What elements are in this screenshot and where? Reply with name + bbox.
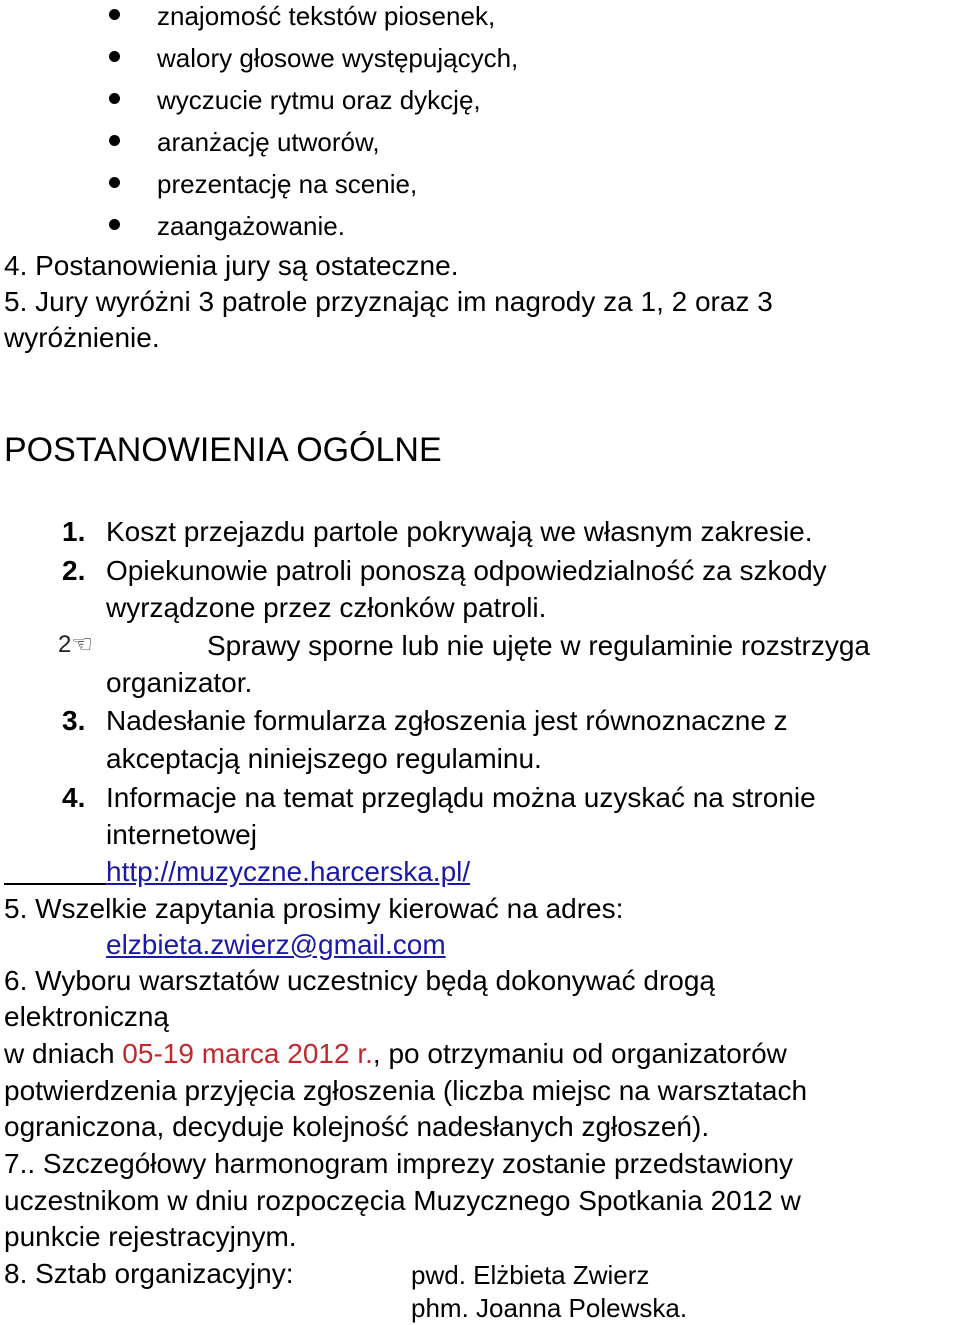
general-item-2-cont: wyrządzone przez członków patroli. — [106, 592, 547, 623]
bullet-icon — [109, 135, 120, 146]
schedule-item-cont: uczestnikom w dniu rozpoczęcia Muzycznego Spotkania 2012 w — [4, 1185, 801, 1216]
workshop-item: 6. Wyboru warsztatów uczestnicy będą dokonywać drogą — [4, 965, 715, 996]
list-item: prezentację na scenie, — [157, 169, 418, 199]
bullet-icon — [109, 51, 120, 62]
list-item: zaangażowanie. — [157, 211, 345, 241]
dates-suffix: , po otrzymaniu od organizatorów — [372, 1038, 787, 1069]
staff-member: phm. Joanna Polewska. — [411, 1293, 688, 1323]
general-item-4: Informacje na temat przeglądu można uzyskać na stronie — [106, 782, 816, 813]
section-heading: POSTANOWIENIA OGÓLNE — [4, 431, 442, 469]
dates-highlight: 05-19 marca 2012 r. — [122, 1038, 373, 1069]
list-item: znajomość tekstów piosenek, — [157, 1, 496, 31]
schedule-item: 7.. Szczegółowy harmonogram imprezy zostanie przedstawiony — [4, 1148, 794, 1179]
general-item-1: Koszt przejazdu partole pokrywają we własnym zakresie. — [106, 516, 813, 547]
item-number: 3. — [62, 705, 86, 736]
staff-member: pwd. Elżbieta Zwierz — [411, 1260, 650, 1290]
contact-item: 5. Wszelkie zapytania prosimy kierować na adres: — [4, 893, 624, 924]
workshop-item-cont: elektroniczną — [4, 1001, 169, 1032]
item-number: 2. — [62, 555, 86, 586]
staff-label: 8. Sztab organizacyjny: — [4, 1258, 294, 1289]
broken-glyph-icon: 2☜ — [58, 631, 93, 658]
link-underline — [4, 883, 106, 885]
general-item-3-cont: akceptacją niniejszego regulaminu. — [106, 743, 542, 774]
jury-item-4: 4. Postanowienia jury są ostateczne. — [4, 250, 459, 281]
website-link[interactable]: http://muzyczne.harcerska.pl/ — [106, 856, 471, 887]
schedule-item-cont: punkcie rejestracyjnym. — [4, 1221, 297, 1252]
general-item-disputes-cont: organizator. — [106, 667, 253, 698]
item-number: 4. — [62, 782, 86, 813]
general-item-disputes: Sprawy sporne lub nie ujęte w regulaminie rozstrzyga — [207, 630, 870, 661]
general-item-3: Nadesłanie formularza zgłoszenia jest równoznaczne z — [106, 705, 788, 736]
list-item: walory głosowe występujących, — [157, 43, 519, 73]
jury-item-5: 5. Jury wyróżni 3 patrole przyznając im nagrody za 1, 2 oraz 3 — [4, 286, 773, 317]
list-item: aranżację utworów, — [157, 127, 380, 157]
workshop-item-cont: potwierdzenia przyjęcia zgłoszenia (liczba miejsc na warsztatach — [4, 1075, 808, 1106]
email-link[interactable]: elzbieta.zwierz@gmail.com — [106, 929, 446, 960]
general-item-4-cont: internetowej — [106, 819, 257, 850]
workshop-item-cont: ograniczona, decyduje kolejność nadesłanych zgłoszeń). — [4, 1111, 710, 1142]
bullet-icon — [109, 219, 120, 230]
bullet-icon — [109, 177, 120, 188]
dates-prefix: w dniach — [4, 1038, 123, 1069]
bullet-icon — [109, 93, 120, 104]
item-number: 1. — [62, 516, 86, 547]
bullet-icon — [109, 9, 120, 20]
list-item: wyczucie rytmu oraz dykcję, — [157, 85, 481, 115]
workshop-dates-line — [4, 1040, 787, 1068]
jury-item-5-cont: wyróżnienie. — [4, 322, 160, 353]
general-item-2: Opiekunowie patroli ponoszą odpowiedzialność za szkody — [106, 555, 827, 586]
